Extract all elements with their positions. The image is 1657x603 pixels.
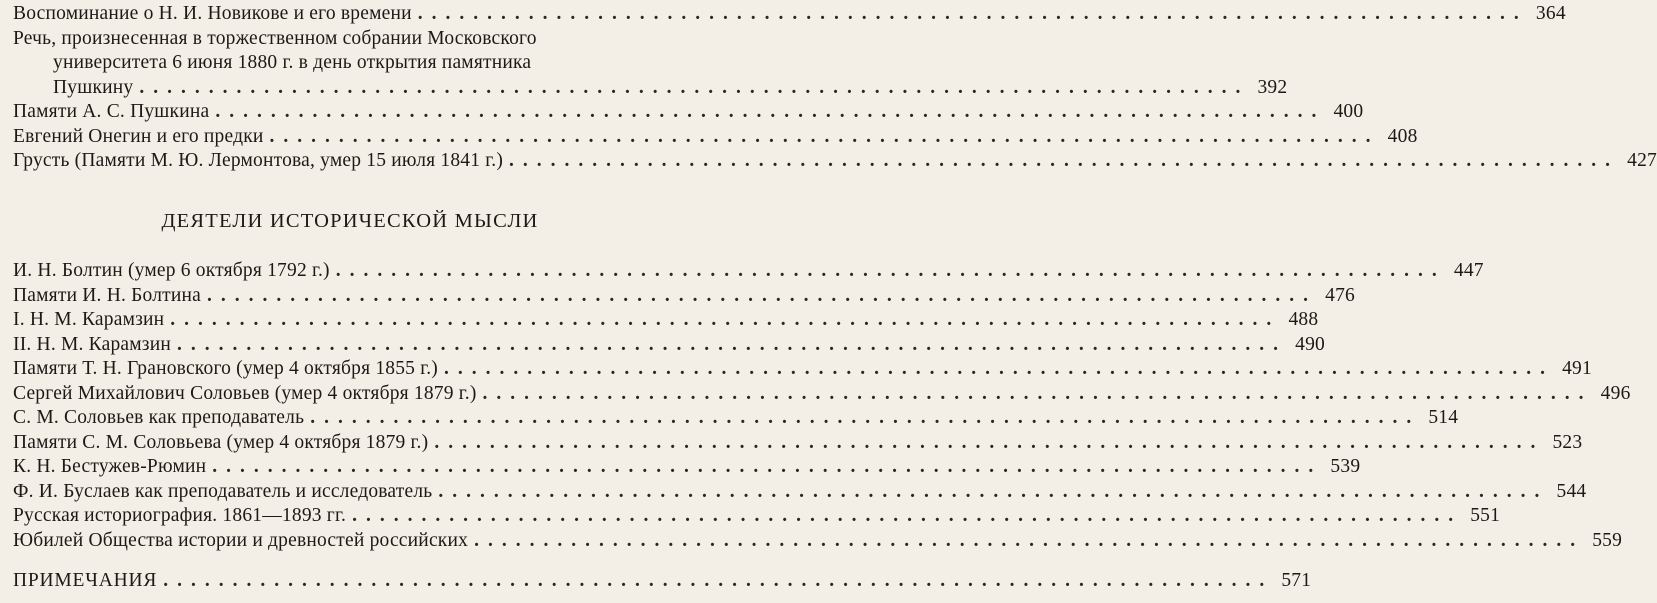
toc-entry-page: 523: [1552, 431, 1583, 453]
toc-entry[interactable]: [13, 480, 1587, 505]
toc-entry-page: 571: [1281, 570, 1312, 591]
toc-entry-page: 400: [1333, 101, 1364, 122]
toc-entry-page: 490: [1295, 333, 1325, 355]
toc-entry[interactable]: [13, 125, 1418, 150]
dot-leader: ................................................................................: [443, 358, 1554, 379]
dot-leader: ................................................................................: [139, 76, 1250, 98]
toc-entry[interactable]: [13, 455, 1361, 480]
toc-entry-page: 476: [1325, 284, 1356, 306]
dot-leader: ................................................................................: [417, 3, 1528, 24]
dot-leader: ................................................................................: [170, 309, 1281, 330]
toc-entry-page: 364: [1535, 3, 1566, 24]
toc-entry-page: 539: [1330, 456, 1361, 477]
toc-entry-page: 559: [1592, 529, 1623, 551]
toc-entry-page: 392: [1257, 76, 1288, 98]
toc-entry[interactable]: [13, 529, 1623, 554]
toc-entry-page: 551: [1470, 505, 1501, 526]
toc-entry-title: Грусть (Памяти М. Ю. Лермонтова, умер 15 июля 1841 г.): [13, 150, 504, 171]
toc-entry-title: С. М. Соловьев как преподаватель: [13, 407, 305, 428]
toc-entry[interactable]: [13, 431, 1583, 456]
toc-entry-title: Воспоминание о Н. И. Новикове и его времени: [13, 3, 412, 24]
toc-entry[interactable]: [13, 2, 1566, 27]
toc-entry-title: Памяти Т. Н. Грановского (умер 4 октября 1855 г.): [13, 358, 438, 379]
toc-entry-title: И. Н. Болтин (умер 6 октября 1792 г.): [13, 260, 330, 281]
dot-leader: ................................................................................: [474, 529, 1585, 551]
toc-group-essays: [13, 2, 1657, 174]
toc-entry-title: Пушкину: [53, 76, 134, 98]
toc-entry-title-line: университета 6 июня 1880 г. в день открытия памятника: [53, 52, 532, 73]
toc-entry-title: Ф. И. Буслаев как преподаватель и исследователь: [13, 480, 433, 502]
toc-entry-page: 427: [1627, 150, 1657, 171]
toc-entry-page: 488: [1288, 309, 1319, 330]
dot-leader: ................................................................................: [509, 150, 1620, 171]
dot-leader: ................................................................................: [310, 407, 1421, 428]
toc-entry-notes[interactable]: [13, 569, 1312, 594]
toc-entry[interactable]: [13, 27, 1288, 101]
toc-entry[interactable]: [13, 504, 1501, 529]
toc-entry[interactable]: [13, 308, 1319, 333]
toc-entry[interactable]: [13, 357, 1592, 382]
toc-entry[interactable]: [13, 100, 1364, 125]
dot-leader: ................................................................................: [207, 284, 1318, 306]
dot-leader: ................................................................................: [212, 456, 1323, 477]
toc-entry-page: 491: [1562, 358, 1592, 379]
toc-entry-title: Юбилей Общества истории и древностей российских: [13, 529, 469, 551]
dot-leader: ................................................................................: [335, 260, 1446, 281]
dot-leader: ................................................................................: [434, 431, 1545, 453]
toc-entry-title: Евгений Онегин и его предки: [13, 125, 264, 147]
toc-entry[interactable]: [13, 259, 1484, 284]
toc-entry-page: 408: [1387, 125, 1418, 147]
toc-entry-title: К. Н. Бестужев-Рюмин: [13, 456, 207, 477]
toc-entry-title: Русская историография. 1861—1893 гг.: [13, 505, 347, 526]
toc-group-historians: [13, 259, 1631, 553]
toc-entry-page: 496: [1600, 382, 1631, 404]
dot-leader: ................................................................................: [215, 101, 1326, 122]
toc-entry-title: Памяти И. Н. Болтина: [13, 284, 202, 306]
toc-group-notes: [13, 569, 1312, 594]
toc-entry-title: Памяти А. С. Пушкина: [13, 101, 210, 122]
toc-entry-title: ПРИМЕЧАНИЯ: [13, 570, 158, 591]
toc-entry-title: II. Н. М. Карамзин: [13, 333, 171, 355]
dot-leader: ................................................................................: [352, 505, 1463, 526]
toc-entry[interactable]: [13, 382, 1631, 407]
toc-entry[interactable]: [13, 149, 1657, 174]
section-heading: ДЕЯТЕЛИ ИСТОРИЧЕСКОЙ МЫСЛИ: [161, 210, 539, 232]
toc-entry-title: Сергей Михайлович Соловьев (умер 4 октября 1879 г.): [13, 382, 477, 404]
toc-entry[interactable]: [13, 406, 1459, 431]
dot-leader: ................................................................................: [163, 570, 1274, 591]
toc-entry-page: 514: [1428, 407, 1459, 428]
toc-entry-title-line: Речь, произнесенная в торжественном собрании Московского: [13, 27, 537, 49]
dot-leader: ................................................................................: [438, 480, 1549, 502]
toc-entry-title: I. Н. М. Карамзин: [13, 309, 165, 330]
toc-entry-page: 544: [1556, 480, 1587, 502]
toc-entry-page: 447: [1453, 260, 1484, 281]
dot-leader: ................................................................................: [269, 125, 1380, 147]
toc-entry[interactable]: [13, 284, 1356, 309]
toc-entry-title: Памяти С. М. Соловьева (умер 4 октября 1879 г.): [13, 431, 429, 453]
dot-leader: ................................................................................: [176, 333, 1287, 355]
toc-entry[interactable]: [13, 333, 1325, 358]
dot-leader: ................................................................................: [482, 382, 1593, 404]
